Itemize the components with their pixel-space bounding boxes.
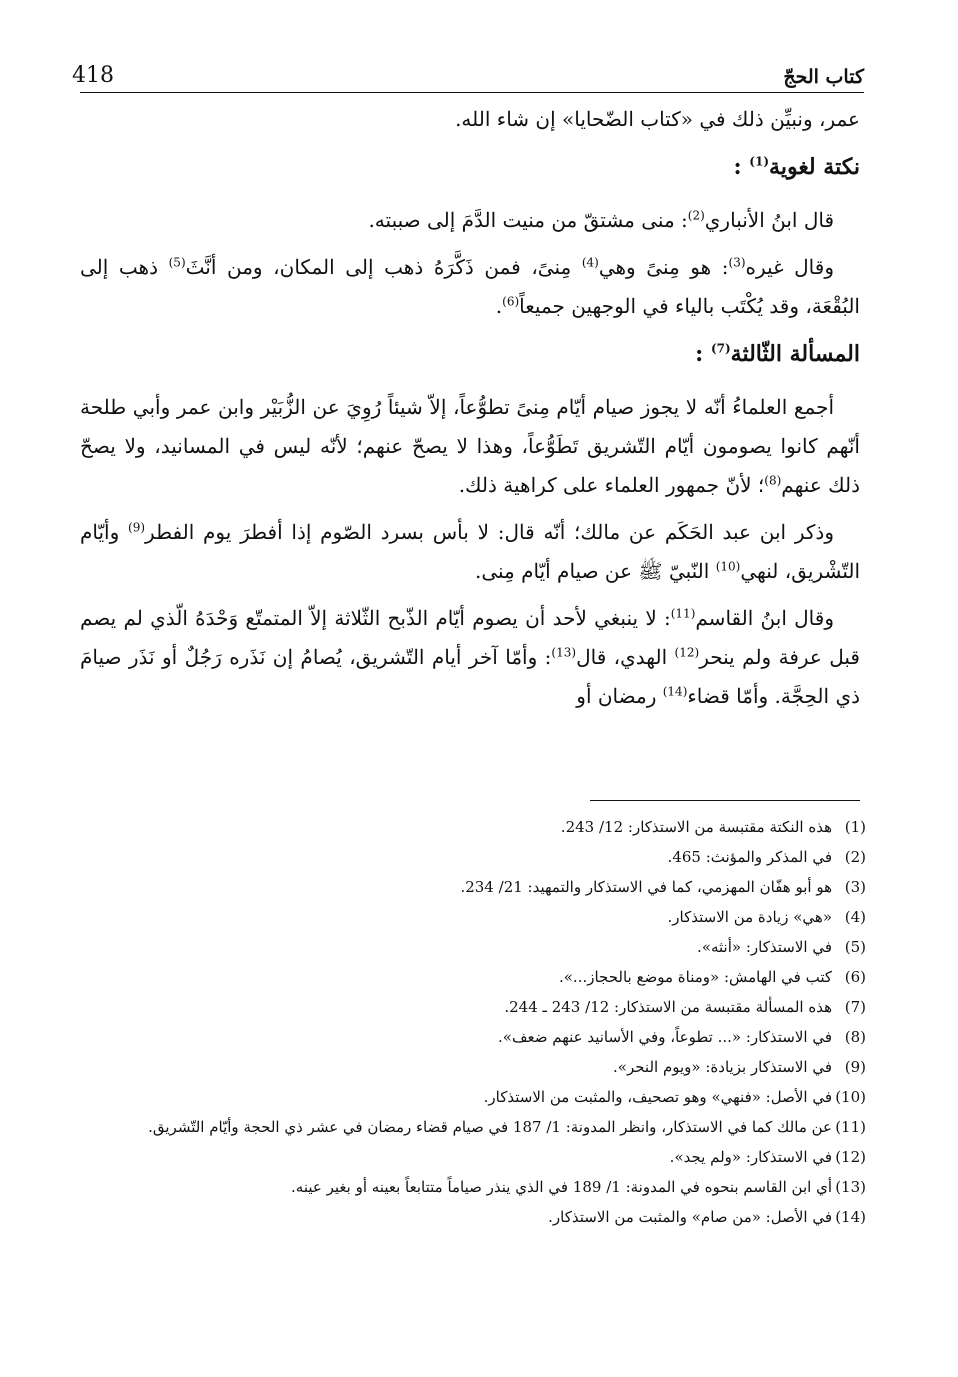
footnote-text: هذه المسألة مقتبسة من الاستذكار: 12/ 243 ـ 244. (504, 998, 832, 1016)
footnote-item (80, 1022, 866, 1052)
footnote-number: (8) (844, 1028, 866, 1046)
footnote-item (80, 1112, 866, 1142)
text-run: قال ابنُ الأنباري (704, 208, 834, 232)
footnote-text: في الاستذكار بزيادة: «ويوم النحر». (613, 1058, 832, 1076)
text-run: : منى مشتقّ من منيت الدَّمَ إلى صببته. (368, 208, 688, 232)
footnote-ref[interactable]: (14) (662, 684, 688, 699)
footnote-ref[interactable]: (9) (128, 520, 146, 535)
page-number: 418 (72, 63, 114, 88)
heading-text: المسألة الثّالثة (730, 341, 860, 367)
text-run: مِنىً، فمن ذَكَّرَهُ ذهب إلى المكان، ومن أنَّثَ (185, 255, 582, 279)
footnote-item (80, 932, 866, 962)
text-run: وأيّام التّشْريق، لنهي (80, 520, 860, 583)
footnote-number: (5) (844, 938, 866, 956)
footnote-number: (7) (844, 998, 866, 1016)
footnote-ref[interactable]: (11) (670, 606, 696, 621)
footnote-ref[interactable]: (1) (749, 154, 770, 169)
paragraph-4 (80, 388, 860, 505)
footnote-ref[interactable]: (10) (715, 559, 741, 574)
footnote-text: في المذكر والمؤنث: 465. (667, 848, 832, 866)
footnote-item (80, 1202, 866, 1232)
paragraph-6 (80, 599, 860, 716)
footnote-number: (3) (844, 878, 866, 896)
footnote-text: «هي» زيادة من الاستذكار. (667, 908, 832, 926)
footnote-item (80, 812, 866, 842)
footnote-ref[interactable]: (13) (551, 645, 577, 660)
footnote-number: (6) (844, 968, 866, 986)
footnote-text: عن مالك كما في الاستذكار، وانظر المدونة: 1/ 187 في صيام قضاء رمضان في عشر ذي الحجة وأيّام التّشريق. (148, 1118, 832, 1136)
footnote-number: (1) (844, 818, 866, 836)
footnote-number: (12) (835, 1148, 866, 1166)
footnote-number: (2) (844, 848, 866, 866)
page-header (72, 48, 864, 88)
text-run: : هو مِنىً وهي (598, 255, 729, 279)
footnote-text: هذه النكتة مقتبسة من الاستذكار: 12/ 243. (560, 818, 832, 836)
heading-linguistic-note (80, 147, 860, 187)
footnote-item (80, 1142, 866, 1172)
text-run: رمضان أو (576, 684, 663, 708)
footnote-text: في الأصل: «فنهي» وهو تصحيف، والمثبت من الاستذكار. (483, 1088, 832, 1106)
footnote-number: (14) (835, 1208, 866, 1226)
footnote-text: في الاستذكار: «... تطوعاً، وفي الأسانيد عنهم ضعف». (498, 1028, 832, 1046)
text-run: أجمع العلماءُ أنّه لا يجوز صيام أيّام مِنىً تطوُّعاً، إلاّ شيئاً رُوِيَ عن الزُّبَيْر وابن عمر وأبي طلحة أنّهم كانوا يصومون أيّام التّشريق تَطَوُّعاً، وهذا لا يصحّ عنهم؛ لأنّه ليس في المسانيد، ولا يصحّ ذلك عنهم (80, 395, 860, 497)
paragraph-3 (80, 248, 860, 326)
running-title: كتاب الحجّ (783, 66, 864, 88)
text-run: : وأمّا آخر أيام التّشريق، يُصامُ إن نَذَره رَجُلٌ أو نَذَر صيامَ ذي الحِجَّة. وأمّا قضاء (80, 645, 860, 708)
footnote-number: (10) (835, 1088, 866, 1106)
footnote-text: في الاستذكار: «ولم يجد». (669, 1148, 832, 1166)
header-rule (80, 92, 864, 93)
footnote-ref[interactable]: (12) (674, 645, 700, 660)
text-run: . (495, 294, 503, 318)
footnote-item (80, 872, 866, 902)
paragraph-2 (80, 201, 860, 240)
footnote-ref[interactable]: (2) (687, 208, 705, 223)
footnote-ref[interactable]: (7) (710, 341, 731, 356)
heading-colon: : (733, 154, 742, 180)
text-run: ؛ لأنّ جمهور العلماء على كراهية ذلك. (458, 473, 765, 497)
footnote-item (80, 1052, 866, 1082)
footnotes (80, 812, 866, 1232)
heading-colon: : (695, 341, 704, 367)
footnote-text: أي ابن القاسم بنحوه في المدونة: 1/ 189 في الذي ينذر صياماً متتابعاً بعينه أو بغير عينه. (291, 1178, 832, 1196)
heading-text: نكتة لغوية (769, 154, 860, 180)
main-text (80, 100, 860, 724)
text-run: وقال ابنُ القاسم (695, 606, 834, 630)
footnote-text: في الأصل: «من صام» والمثبت من الاستذكار. (548, 1208, 832, 1226)
footnote-ref[interactable]: (4) (581, 255, 599, 270)
footnote-item (80, 992, 866, 1022)
paragraph-1-text: عمر، ونبيِّن ذلك في «كتاب الضّحايا» إن شاء الله. (455, 107, 860, 131)
footnote-number: (4) (844, 908, 866, 926)
footnote-item (80, 1082, 866, 1112)
footnote-text: في الاستذكار: «أنثه». (697, 938, 832, 956)
text-run: وذكر ابن عبد الحَكَم عن مالك؛ أنّه قال: لا بأس بسرد الصّوم إذا أفطرَ يوم الفطر (145, 520, 834, 544)
footnote-ref[interactable]: (3) (728, 255, 746, 270)
footnote-ref[interactable]: (6) (502, 294, 520, 309)
footnote-item (80, 842, 866, 872)
text-run: ذهب إلى البُقْعَة، وقد يُكْتَب بالياء في الوجهين جميعاً (80, 255, 860, 318)
footnote-number: (9) (844, 1058, 866, 1076)
footnote-item (80, 962, 866, 992)
footnote-ref[interactable]: (8) (764, 473, 782, 488)
footnote-number: (13) (835, 1178, 866, 1196)
footnote-separator (590, 800, 860, 801)
text-run: الهدي، قال (576, 645, 675, 669)
text-run: : لا ينبغي لأحد أن يصوم أيّام الذّبح الثّلاثة إلاّ المتمتّع وَحْدَهُ الّذي لم يصم قبل عرفة ولم ينحر (80, 606, 860, 669)
footnote-text: هو أبو هفّان المهزمي، كما في الاستذكار والتمهيد: 21/ 234. (460, 878, 832, 896)
text-run: النّبيّ ﷺ عن صيام أيّام مِنى. (474, 559, 716, 583)
footnote-item (80, 1172, 866, 1202)
footnote-ref[interactable]: (5) (168, 255, 186, 270)
text-run: وقال غيره (745, 255, 834, 279)
paragraph-5 (80, 513, 860, 591)
footnote-item (80, 902, 866, 932)
paragraph-1 (80, 100, 860, 139)
footnote-text: كتب في الهامش: «ومناة موضع بالحجاز...». (558, 968, 832, 986)
heading-third-issue (80, 334, 860, 374)
footnote-number: (11) (835, 1118, 866, 1136)
